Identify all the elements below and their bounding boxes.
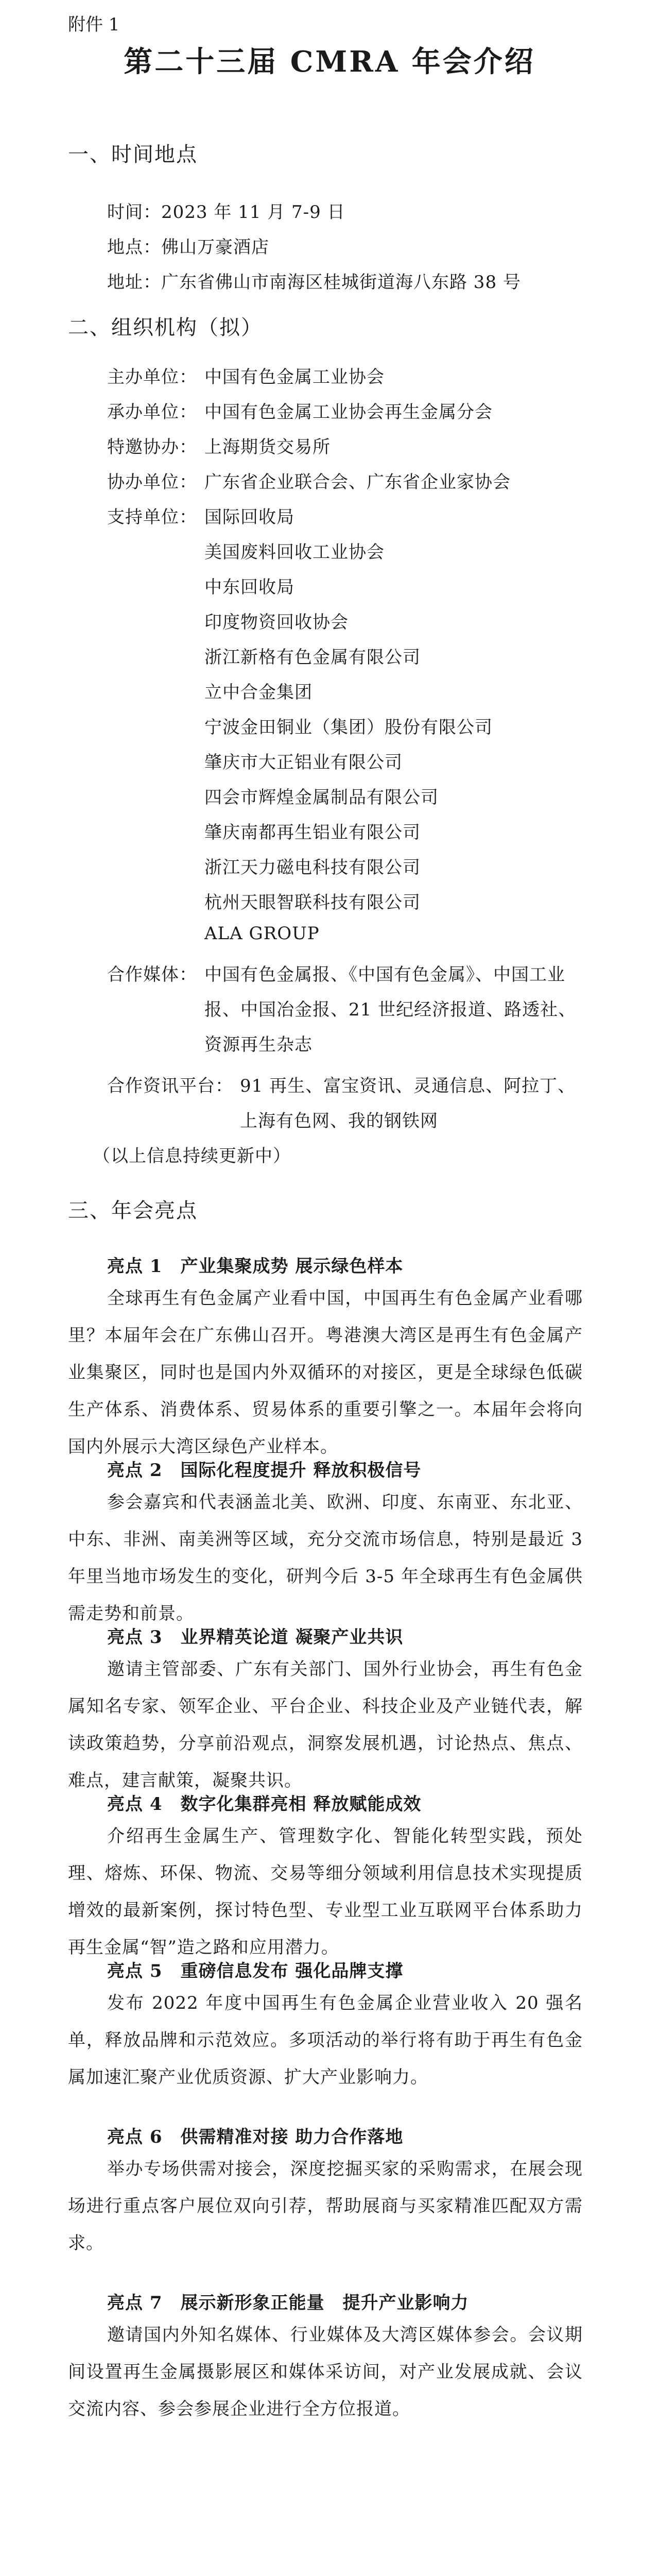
media-line: 中国有色金属报、《中国有色金属》、中国工业 [204,964,565,985]
update-note: （以上信息持续更新中） [93,1146,291,1166]
supporter-label: 支持单位： [107,507,197,528]
media-line: 报、中国冶金报、21 世纪经济报道、路透社、 [204,999,577,1020]
supporter-item: 杭州天眼智联科技有限公司 [204,892,421,913]
section-3-heading: 三、年会亮点 [68,1199,198,1223]
supporter-item: 美国废料回收工业协会 [204,542,385,563]
media-line: 资源再生杂志 [204,1035,313,1055]
supporter-item: 浙江新格有色金属有限公司 [204,647,421,668]
host-label: 主办单位： [107,367,197,387]
supporter-item: 浙江天力磁电科技有限公司 [204,857,421,878]
highlight-title: 亮点 3 业界精英论道 凝聚产业共识 [107,1627,404,1648]
highlight-body: 介绍再生金属生产、管理数字化、智能化转型实践，预处理、熔炼、环保、物流、交易等细分领域利用信息技术实现提质增效的最新案例，探讨特色型、专业型工业互联网平台体系助力再生金属“智”造之路和应用潜力。 [68,1826,583,1958]
venue-row: 地点：佛山万豪酒店 [107,237,269,258]
highlight-body: 参会嘉宾和代表涵盖北美、欧洲、印度、东南亚、东北亚、中东、非洲、南美洲等区域，充分交流市场信息，特别是最近 3 年里当地市场发生的变化，研判今后 3-5 年全球再生有色金属供需走势和前景。 [68,1492,583,1624]
highlight-body: 邀请主管部委、广东有关部门、国外行业协会，再生有色金属知名专家、领军企业、平台企业、科技企业及产业链代表，解读政策趋势，分享前沿观点，洞察发展机遇，讨论热点、焦点、难点，建言献策，凝聚共识。 [68,1659,583,1791]
organizer-label: 承办单位： [107,402,197,422]
highlight-title: 亮点 6 供需精准对接 助力合作落地 [107,2127,404,2147]
highlight-title: 亮点 4 数字化集群亮相 释放赋能成效 [107,1794,422,1815]
supporter-item: 中东回收局 [204,577,294,598]
highlight-body: 邀请国内外知名媒体、行业媒体及大湾区媒体参会。会议期间设置再生金属摄影展区和媒体采访间，对产业发展成就、会议交流内容、参会参展企业进行全方位报道。 [68,2325,583,2419]
info-platform-line: 上海有色网、我的钢铁网 [240,1111,438,1131]
highlight-title: 亮点 5 重磅信息发布 强化品牌支撑 [107,1961,404,1981]
section-2-heading: 二、组织机构（拟） [68,316,263,340]
supporter-item: 四会市辉煌金属制品有限公司 [204,787,439,808]
time-row: 时间：2023 年 11 月 7-9 日 [107,202,345,223]
highlight-title: 亮点 7 展示新形象正能量 提升产业影响力 [107,2293,469,2313]
supporter-item: 肇庆南都再生铝业有限公司 [204,822,421,843]
highlight-title: 亮点 2 国际化程度提升 释放积极信号 [107,1460,422,1481]
section-1-heading: 一、时间地点 [68,143,198,166]
highlight-title: 亮点 1 产业集聚成势 展示绿色样本 [107,1256,404,1277]
supporter-item: 国际回收局 [204,507,294,528]
attachment-label: 附件 1 [68,14,120,35]
supporter-item: 肇庆市大正铝业有限公司 [204,752,403,773]
supporter-item: 印度物资回收协会 [204,612,349,633]
co-organizer-label: 协办单位： [107,472,197,493]
special-value: 上海期货交易所 [204,437,331,457]
supporter-item: 宁波金田铜业（集团）股份有限公司 [204,717,493,738]
info-platform-label: 合作资讯平台： [107,1076,233,1096]
highlight-body: 发布 2022 年度中国再生有色金属企业营业收入 20 强名单，释放品牌和示范效应。多项活动的举行将有助于再生有色金属加速汇聚产业优质资源、扩大产业影响力。 [68,1993,583,2088]
special-label: 特邀协办： [107,437,197,457]
highlight-body: 举办专场供需对接会，深度挖掘买家的采购需求，在展会现场进行重点客户展位双向引荐，帮助展商与买家精准匹配双方需求。 [68,2159,583,2253]
supporter-item: ALA GROUP [204,923,320,944]
co-organizer-value: 广东省企业联合会、广东省企业家协会 [204,472,511,493]
info-platform-line: 91 再生、富宝资讯、灵通信息、阿拉丁、 [240,1076,576,1096]
highlight-body: 全球再生有色金属产业看中国，中国再生有色金属产业看哪里？本届年会在广东佛山召开。粤港澳大湾区是再生有色金属产业集聚区，同时也是国内外双循环的对接区，更是全球绿色低碳生产体系、消费体系、贸易体系的重要引擎之一。本届年会将向国内外展示大湾区绿色产业样本。 [68,1288,583,1457]
supporter-item: 立中合金集团 [204,682,313,703]
organizer-value: 中国有色金属工业协会再生金属分会 [204,402,493,422]
address-row: 地址：广东省佛山市南海区桂城街道海八东路 38 号 [107,272,521,293]
document-title: 第二十三届 CMRA 年会介绍 [124,45,535,79]
media-label: 合作媒体： [107,964,197,985]
host-value: 中国有色金属工业协会 [204,367,385,387]
